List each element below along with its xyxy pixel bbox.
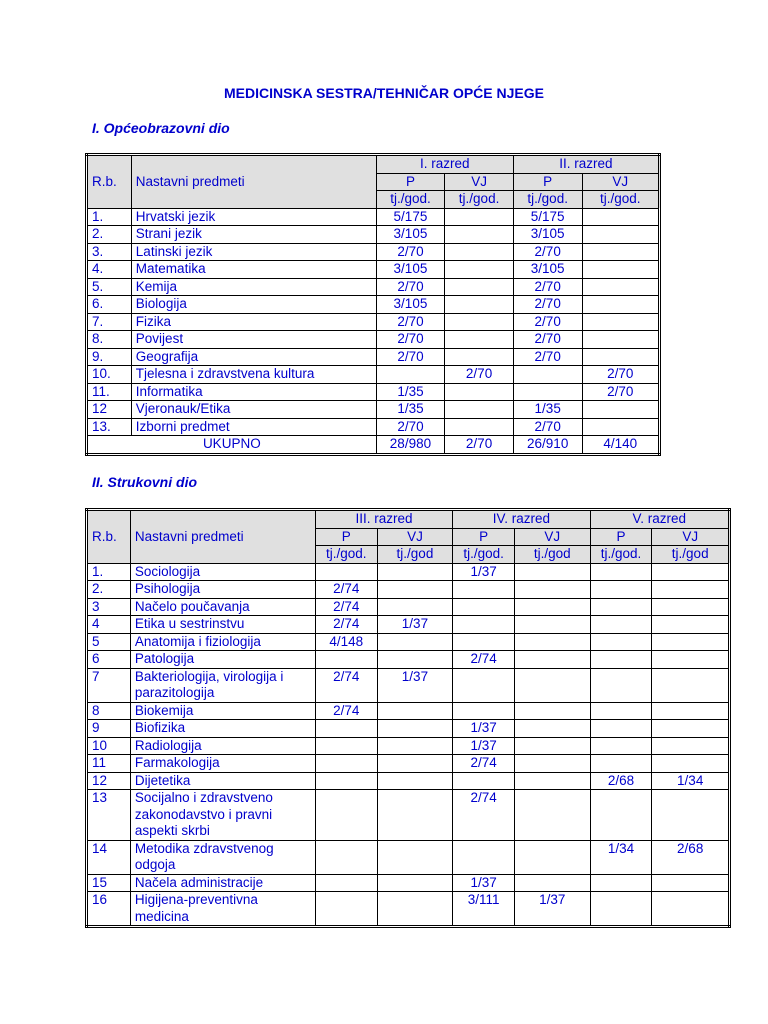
table-row	[87, 226, 660, 244]
cell-rb: 4	[87, 616, 131, 634]
cell-g3-vj	[377, 790, 453, 841]
table-row	[87, 702, 730, 720]
cell-g4-p: 2/74	[453, 790, 515, 841]
cell-g5-p: 1/34	[590, 840, 652, 874]
cell-g3-vj	[377, 563, 453, 581]
header-p: P	[513, 173, 582, 191]
vocational-subjects-table	[85, 508, 731, 928]
header-p: P	[453, 528, 515, 546]
cell-g4-vj	[515, 616, 591, 634]
cell-subject: Informatika	[131, 383, 376, 401]
cell-rb: 3	[87, 598, 131, 616]
cell-g2-p: 2/70	[513, 243, 582, 261]
header-p: P	[315, 528, 377, 546]
cell-g3-p: 2/74	[315, 616, 377, 634]
cell-subject: Načela administracije	[130, 874, 315, 892]
cell-g5-vj	[652, 720, 730, 738]
cell-subject: Higijena-preventivna medicina	[130, 892, 315, 927]
cell-g1-p	[376, 366, 445, 384]
cell-subject: Anatomija i fiziologija	[130, 633, 315, 651]
cell-g3-p	[315, 755, 377, 773]
header-grade-2: II. razred	[513, 155, 659, 174]
cell-rb: 9	[87, 720, 131, 738]
cell-g2-p: 1/35	[513, 401, 582, 419]
cell-rb: 14	[87, 840, 131, 874]
cell-g2-p: 2/70	[513, 278, 582, 296]
cell-g3-vj	[377, 772, 453, 790]
cell-g3-p: 2/74	[315, 668, 377, 702]
cell-g3-p	[315, 790, 377, 841]
cell-g1-vj	[445, 331, 514, 349]
cell-g3-vj	[377, 581, 453, 599]
header-grade-3: III. razred	[315, 510, 452, 529]
cell-g1-vj	[445, 383, 514, 401]
cell-g5-vj	[652, 755, 730, 773]
cell-g4-p	[453, 668, 515, 702]
cell-subject: Izborni predmet	[131, 418, 376, 436]
cell-g5-vj	[652, 790, 730, 841]
general-subjects-table	[85, 153, 661, 456]
header-unit: tj./god	[377, 546, 453, 564]
table-row	[87, 633, 730, 651]
cell-subject: Vjeronauk/Etika	[131, 401, 376, 419]
cell-subject: Farmakologija	[130, 755, 315, 773]
table-row	[87, 720, 730, 738]
cell-g5-p	[590, 755, 652, 773]
cell-subject: Patologija	[130, 651, 315, 669]
cell-g5-p	[590, 581, 652, 599]
cell-rb: 6.	[87, 296, 132, 314]
cell-g3-p	[315, 772, 377, 790]
cell-g4-p	[453, 633, 515, 651]
header-vj: VJ	[652, 528, 730, 546]
header-rb: R.b.	[87, 155, 132, 209]
cell-g2-vj: 2/70	[582, 383, 660, 401]
cell-g3-p: 4/148	[315, 633, 377, 651]
cell-g4-vj	[515, 633, 591, 651]
cell-rb: 1.	[87, 208, 132, 226]
cell-g5-vj	[652, 633, 730, 651]
cell-g5-vj: 2/68	[652, 840, 730, 874]
table-row	[87, 616, 730, 634]
cell-g5-vj	[652, 581, 730, 599]
cell-g4-vj	[515, 563, 591, 581]
header-unit: tj./god.	[445, 191, 514, 209]
table-row	[87, 772, 730, 790]
cell-g1-vj	[445, 261, 514, 279]
cell-g1-p: 3/105	[376, 226, 445, 244]
header-unit: tj./god	[652, 546, 730, 564]
cell-rb: 4.	[87, 261, 132, 279]
table-row	[87, 418, 660, 436]
table-row	[87, 243, 660, 261]
cell-subject: Sociologija	[130, 563, 315, 581]
cell-rb: 11	[87, 755, 131, 773]
total-g2-p: 26/910	[513, 436, 582, 455]
table-row	[87, 668, 730, 702]
cell-subject: Radiologija	[130, 737, 315, 755]
cell-g4-vj	[515, 720, 591, 738]
cell-g5-p	[590, 874, 652, 892]
cell-subject: Geografija	[131, 348, 376, 366]
cell-g2-vj	[582, 401, 660, 419]
cell-rb: 13.	[87, 418, 132, 436]
cell-g3-vj	[377, 840, 453, 874]
cell-g3-vj	[377, 874, 453, 892]
total-g1-p: 28/980	[376, 436, 445, 455]
cell-g5-p	[590, 633, 652, 651]
cell-g2-p: 3/105	[513, 261, 582, 279]
cell-g2-vj	[582, 261, 660, 279]
cell-g3-p: 2/74	[315, 598, 377, 616]
cell-g1-p: 5/175	[376, 208, 445, 226]
cell-g4-p	[453, 598, 515, 616]
cell-g4-vj	[515, 772, 591, 790]
cell-g4-p: 2/74	[453, 651, 515, 669]
table-row	[87, 278, 660, 296]
cell-g3-p	[315, 720, 377, 738]
cell-g5-p	[590, 720, 652, 738]
cell-g2-p: 2/70	[513, 296, 582, 314]
cell-subject: Socijalno i zdravstveno zakonodavstvo i pravni aspekti skrbi	[130, 790, 315, 841]
cell-rb: 2.	[87, 226, 132, 244]
table-row	[87, 331, 660, 349]
table-row	[87, 755, 730, 773]
cell-g4-vj	[515, 651, 591, 669]
header-unit: tj./god.	[315, 546, 377, 564]
cell-rb: 5.	[87, 278, 132, 296]
table-row	[87, 581, 730, 599]
cell-g2-vj	[582, 226, 660, 244]
cell-g4-p	[453, 772, 515, 790]
cell-g5-vj	[652, 874, 730, 892]
section-title-vocational: II. Strukovni dio	[92, 474, 198, 490]
cell-g4-vj: 1/37	[515, 892, 591, 927]
header-vj: VJ	[445, 173, 514, 191]
cell-g5-vj	[652, 668, 730, 702]
cell-g3-vj	[377, 633, 453, 651]
cell-g3-p: 2/74	[315, 702, 377, 720]
cell-g1-p: 1/35	[376, 401, 445, 419]
cell-g1-p: 2/70	[376, 313, 445, 331]
cell-g1-vj	[445, 226, 514, 244]
cell-g2-vj	[582, 348, 660, 366]
header-grade-4: IV. razred	[453, 510, 590, 529]
cell-g4-p: 1/37	[453, 737, 515, 755]
table-row	[87, 840, 730, 874]
cell-g5-vj	[652, 598, 730, 616]
header-unit: tj./god.	[590, 546, 652, 564]
cell-g1-p: 3/105	[376, 296, 445, 314]
table-row	[87, 261, 660, 279]
header-grade-5: V. razred	[590, 510, 729, 529]
cell-g3-p	[315, 892, 377, 927]
total-g1-vj: 2/70	[445, 436, 514, 455]
cell-g4-vj	[515, 874, 591, 892]
cell-g2-vj	[582, 331, 660, 349]
cell-rb: 13	[87, 790, 131, 841]
cell-rb: 8	[87, 702, 131, 720]
cell-g5-vj	[652, 702, 730, 720]
cell-g3-p	[315, 874, 377, 892]
cell-g5-p: 2/68	[590, 772, 652, 790]
header-unit: tj./god.	[513, 191, 582, 209]
header-vj: VJ	[377, 528, 453, 546]
table-row	[87, 401, 660, 419]
cell-g4-vj	[515, 755, 591, 773]
cell-g3-vj	[377, 892, 453, 927]
table-row	[87, 348, 660, 366]
cell-g5-p	[590, 616, 652, 634]
cell-rb: 10.	[87, 366, 132, 384]
cell-rb: 11.	[87, 383, 132, 401]
table-row	[87, 874, 730, 892]
cell-g4-vj	[515, 668, 591, 702]
cell-g1-p: 2/70	[376, 243, 445, 261]
cell-g5-vj	[652, 651, 730, 669]
cell-g5-p	[590, 790, 652, 841]
cell-subject: Matematika	[131, 261, 376, 279]
cell-subject: Povijest	[131, 331, 376, 349]
table-row	[87, 598, 730, 616]
cell-g3-vj	[377, 702, 453, 720]
header-rb: R.b.	[87, 510, 131, 564]
cell-rb: 10	[87, 737, 131, 755]
cell-subject: Etika u sestrinstvu	[130, 616, 315, 634]
cell-rb: 7.	[87, 313, 132, 331]
cell-g4-p: 1/37	[453, 720, 515, 738]
cell-g3-vj	[377, 755, 453, 773]
cell-subject: Bakteriologija, virologija i parazitologija	[130, 668, 315, 702]
cell-g4-p: 3/111	[453, 892, 515, 927]
cell-g4-p	[453, 702, 515, 720]
cell-g1-vj	[445, 278, 514, 296]
header-unit: tj./god.	[582, 191, 660, 209]
table-row	[87, 313, 660, 331]
cell-g4-p: 1/37	[453, 563, 515, 581]
total-g2-vj: 4/140	[582, 436, 660, 455]
table-row	[87, 366, 660, 384]
cell-g2-p	[513, 366, 582, 384]
cell-g3-vj	[377, 737, 453, 755]
cell-g1-vj	[445, 418, 514, 436]
cell-g5-p	[590, 892, 652, 927]
cell-g1-p: 2/70	[376, 348, 445, 366]
table-row	[87, 208, 660, 226]
table-row	[87, 296, 660, 314]
cell-g2-vj	[582, 243, 660, 261]
cell-g3-vj	[377, 720, 453, 738]
cell-subject: Strani jezik	[131, 226, 376, 244]
header-vj: VJ	[515, 528, 591, 546]
cell-g4-vj	[515, 702, 591, 720]
table-row	[87, 892, 730, 927]
cell-g3-vj	[377, 598, 453, 616]
cell-subject: Kemija	[131, 278, 376, 296]
page-title: MEDICINSKA SESTRA/TEHNIČAR OPĆE NJEGE	[224, 85, 544, 101]
cell-subject: Latinski jezik	[131, 243, 376, 261]
cell-g3-p	[315, 651, 377, 669]
cell-rb: 15	[87, 874, 131, 892]
table-row	[87, 790, 730, 841]
cell-rb: 1.	[87, 563, 131, 581]
cell-g1-vj	[445, 313, 514, 331]
cell-subject: Psihologija	[130, 581, 315, 599]
section-title-general: I. Općeobrazovni dio	[92, 120, 230, 136]
cell-g1-vj	[445, 208, 514, 226]
cell-g1-p: 3/105	[376, 261, 445, 279]
cell-g4-vj	[515, 840, 591, 874]
cell-g3-vj: 1/37	[377, 616, 453, 634]
cell-g1-vj	[445, 296, 514, 314]
cell-g2-vj	[582, 418, 660, 436]
cell-g2-p: 2/70	[513, 313, 582, 331]
cell-g5-vj	[652, 892, 730, 927]
cell-g3-p	[315, 840, 377, 874]
cell-g3-vj: 1/37	[377, 668, 453, 702]
cell-g2-vj	[582, 296, 660, 314]
cell-g1-p: 2/70	[376, 278, 445, 296]
cell-g2-vj: 2/70	[582, 366, 660, 384]
header-grade-1: I. razred	[376, 155, 513, 174]
cell-subject: Biologija	[131, 296, 376, 314]
table-row	[87, 563, 730, 581]
cell-g4-p: 2/74	[453, 755, 515, 773]
cell-g4-p	[453, 581, 515, 599]
cell-rb: 2.	[87, 581, 131, 599]
cell-g3-vj	[377, 651, 453, 669]
cell-g1-p: 2/70	[376, 418, 445, 436]
cell-g4-vj	[515, 790, 591, 841]
cell-g5-vj	[652, 737, 730, 755]
cell-subject: Dijetetika	[130, 772, 315, 790]
cell-g2-p: 2/70	[513, 418, 582, 436]
cell-g3-p	[315, 563, 377, 581]
cell-rb: 5	[87, 633, 131, 651]
cell-g4-p	[453, 840, 515, 874]
cell-g1-vj	[445, 243, 514, 261]
table-row	[87, 651, 730, 669]
cell-g1-vj: 2/70	[445, 366, 514, 384]
table-row	[87, 383, 660, 401]
cell-g1-p: 2/70	[376, 331, 445, 349]
cell-g5-p	[590, 737, 652, 755]
cell-subject: Tjelesna i zdravstvena kultura	[131, 366, 376, 384]
cell-g2-p: 5/175	[513, 208, 582, 226]
cell-g2-p: 3/105	[513, 226, 582, 244]
cell-rb: 8.	[87, 331, 132, 349]
header-subject: Nastavni predmeti	[131, 155, 376, 209]
cell-g2-vj	[582, 208, 660, 226]
cell-g4-vj	[515, 598, 591, 616]
cell-g4-vj	[515, 581, 591, 599]
cell-g2-vj	[582, 313, 660, 331]
cell-subject: Fizika	[131, 313, 376, 331]
cell-g1-p: 1/35	[376, 383, 445, 401]
cell-g4-vj	[515, 737, 591, 755]
cell-g4-p: 1/37	[453, 874, 515, 892]
cell-rb: 12	[87, 772, 131, 790]
cell-rb: 16	[87, 892, 131, 927]
header-vj: VJ	[582, 173, 660, 191]
cell-g5-p	[590, 598, 652, 616]
cell-g5-p	[590, 563, 652, 581]
cell-g5-vj	[652, 616, 730, 634]
cell-subject: Biofizika	[130, 720, 315, 738]
cell-subject: Biokemija	[130, 702, 315, 720]
cell-g5-p	[590, 651, 652, 669]
cell-subject: Metodika zdravstvenog odgoja	[130, 840, 315, 874]
cell-rb: 12	[87, 401, 132, 419]
cell-rb: 7	[87, 668, 131, 702]
header-p: P	[376, 173, 445, 191]
cell-subject: Načelo poučavanja	[130, 598, 315, 616]
cell-rb: 3.	[87, 243, 132, 261]
header-subject: Nastavni predmeti	[130, 510, 315, 564]
cell-subject: Hrvatski jezik	[131, 208, 376, 226]
cell-g1-vj	[445, 401, 514, 419]
cell-g1-vj	[445, 348, 514, 366]
cell-g2-p: 2/70	[513, 348, 582, 366]
cell-g2-vj	[582, 278, 660, 296]
cell-rb: 6	[87, 651, 131, 669]
header-unit: tj./god	[515, 546, 591, 564]
table-row	[87, 737, 730, 755]
total-label: UKUPNO	[87, 436, 377, 455]
cell-rb: 9.	[87, 348, 132, 366]
cell-g4-p	[453, 616, 515, 634]
cell-g5-vj	[652, 563, 730, 581]
cell-g3-p: 2/74	[315, 581, 377, 599]
header-unit: tj./god.	[376, 191, 445, 209]
cell-g5-vj: 1/34	[652, 772, 730, 790]
cell-g3-p	[315, 737, 377, 755]
header-unit: tj./god.	[453, 546, 515, 564]
header-p: P	[590, 528, 652, 546]
cell-g2-p	[513, 383, 582, 401]
cell-g2-p: 2/70	[513, 331, 582, 349]
cell-g5-p	[590, 702, 652, 720]
cell-g5-p	[590, 668, 652, 702]
